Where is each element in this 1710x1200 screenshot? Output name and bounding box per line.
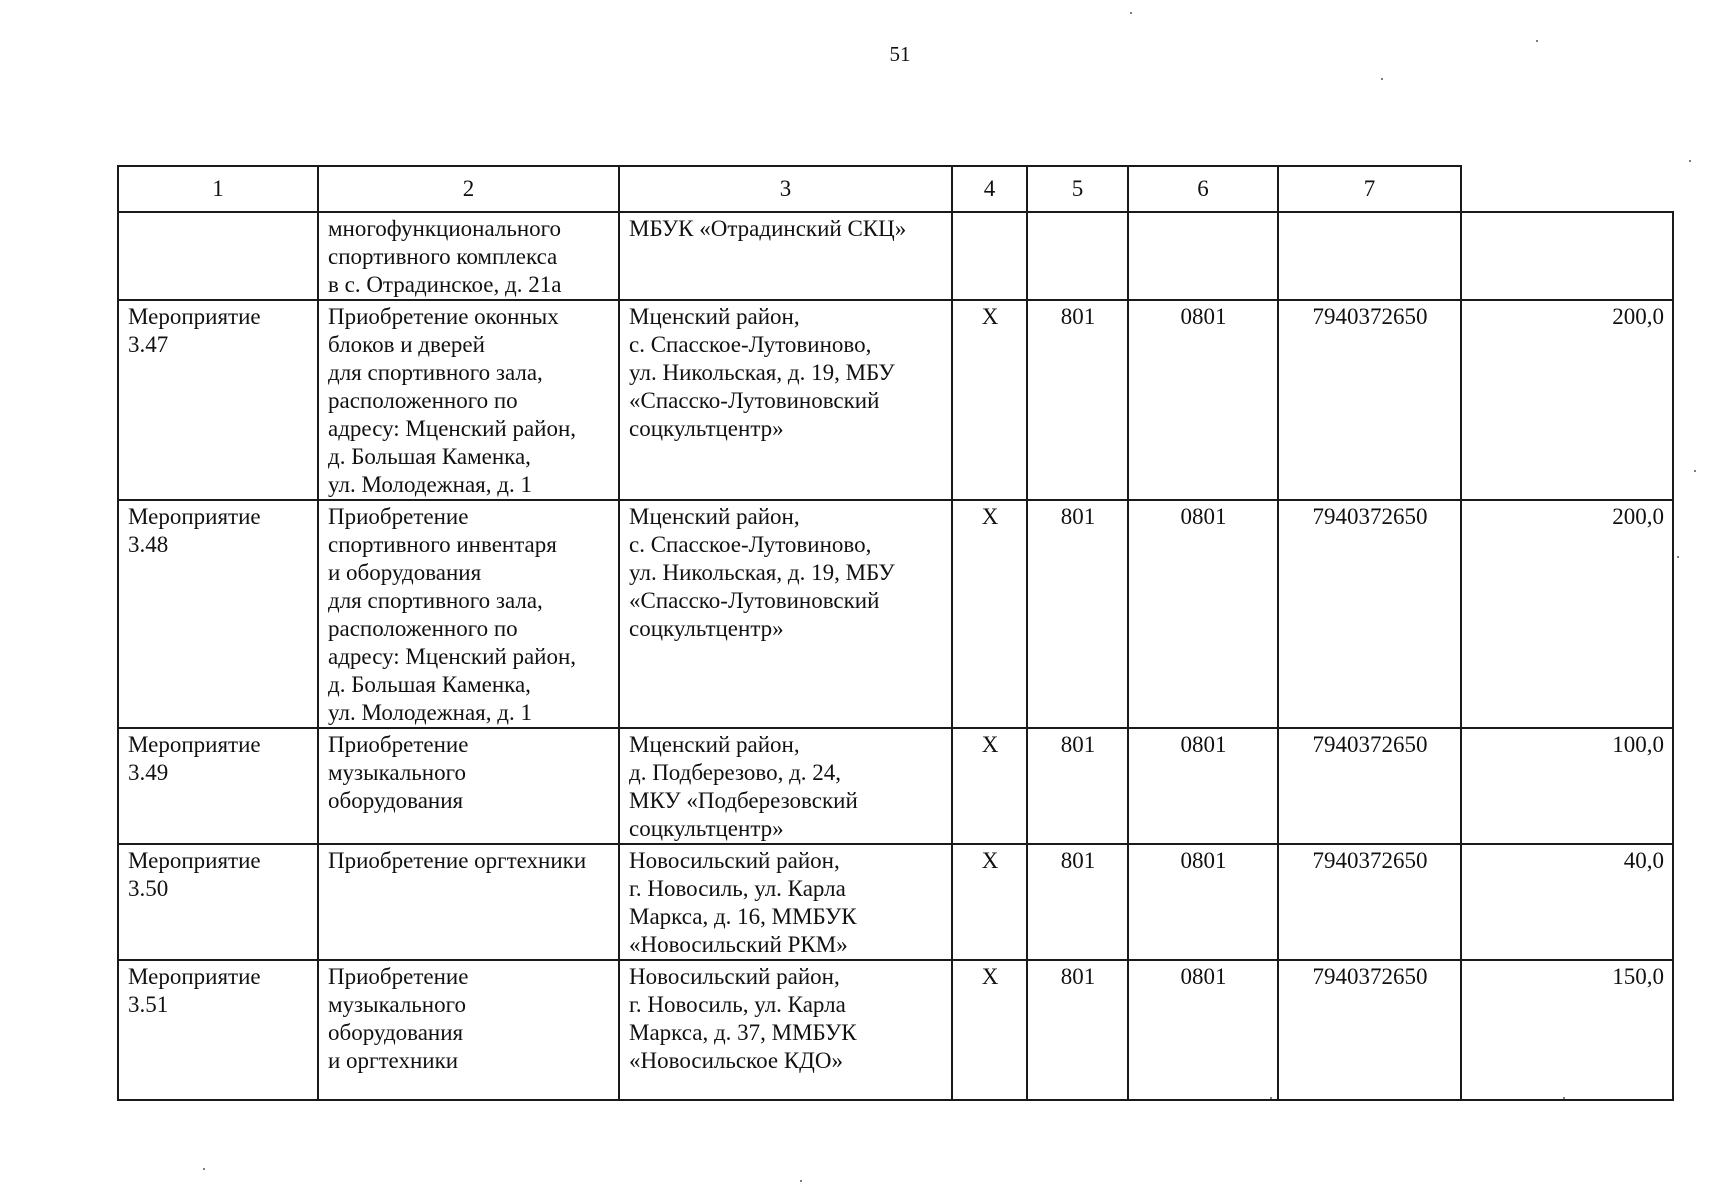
column-6-cell: 7940372650 <box>1278 300 1461 500</box>
description-line: оборудования <box>328 1020 464 1045</box>
table-row <box>118 300 1673 500</box>
executor-line: Мценский район, <box>629 504 800 529</box>
description-cell <box>318 500 619 728</box>
description-cell <box>318 844 619 960</box>
description-line: спортивного инвентаря <box>328 532 557 557</box>
description-line: Приобретение <box>328 964 469 989</box>
executor-line: соцкультцентр» <box>629 816 784 841</box>
executor-line: «Новосильское КДО» <box>629 1048 843 1073</box>
column-6-cell: 7940372650 <box>1278 960 1461 1100</box>
description-line: и оборудования <box>328 560 482 585</box>
description-line: Приобретение оконных <box>328 304 559 329</box>
measure-cell <box>118 212 318 300</box>
description-cell <box>318 960 619 1100</box>
column-3-cell: Х <box>952 844 1027 960</box>
column-header-4: 4 <box>952 166 1027 212</box>
description-line: расположенного по <box>328 388 518 413</box>
executor-line: Новосильский район, <box>629 964 840 989</box>
measure-cell <box>118 728 318 844</box>
description-line: Приобретение <box>328 504 469 529</box>
description-line: для спортивного зала, <box>328 588 543 613</box>
description-line: блоков и дверей <box>328 332 485 357</box>
executor-line: «Спасско-Лутовиновский <box>629 588 880 613</box>
scan-speck <box>1381 78 1383 80</box>
scan-speck <box>800 1180 802 1182</box>
column-5-cell: 0801 <box>1128 960 1278 1100</box>
executor-cell <box>619 212 952 300</box>
page-number: 51 <box>889 42 911 66</box>
executor-line: Мценский район, <box>629 732 800 757</box>
measure-line: 3.51 <box>128 992 169 1017</box>
measure-line: 3.47 <box>128 332 169 357</box>
column-4-cell: 801 <box>1027 844 1128 960</box>
column-3-cell: Х <box>952 300 1027 500</box>
description-line: Приобретение оргтехники <box>328 848 587 873</box>
measure-line: Мероприятие <box>128 964 261 989</box>
measure-line: 3.49 <box>128 760 169 785</box>
scan-speck <box>1130 12 1132 14</box>
column-header-5: 5 <box>1027 166 1128 212</box>
scan-speck <box>1270 1097 1272 1099</box>
executor-line: соцкультцентр» <box>629 616 784 641</box>
scan-speck <box>1563 1097 1565 1099</box>
description-cell <box>318 728 619 844</box>
measure-cell <box>118 960 318 1100</box>
description-cell <box>318 212 619 300</box>
amount-cell <box>1461 212 1673 300</box>
executor-cell <box>619 844 952 960</box>
column-header-6: 6 <box>1128 166 1278 212</box>
executor-line: Новосильский район, <box>629 848 840 873</box>
table-row <box>118 212 1673 300</box>
measure-cell <box>118 844 318 960</box>
description-line: Приобретение <box>328 732 469 757</box>
description-line: спортивного комплекса <box>328 244 558 269</box>
scan-speck <box>1694 470 1696 472</box>
executor-cell <box>619 728 952 844</box>
budget-measures-table <box>117 165 1674 1101</box>
table-row <box>118 844 1673 960</box>
executor-cell <box>619 500 952 728</box>
column-6-cell: 7940372650 <box>1278 500 1461 728</box>
column-header-3: 3 <box>619 166 952 212</box>
column-header-7: 7 <box>1278 166 1461 212</box>
table-header <box>118 166 1673 212</box>
executor-line: д. Подберезово, д. 24, <box>629 760 842 785</box>
scan-speck <box>1536 40 1538 42</box>
description-line: многофункционального <box>328 216 562 241</box>
description-line: расположенного по <box>328 616 518 641</box>
table-row <box>118 728 1673 844</box>
executor-line: Маркса, д. 16, ММБУК <box>629 904 857 929</box>
table-body <box>118 212 1673 1100</box>
column-6-cell: 7940372650 <box>1278 844 1461 960</box>
description-line: ул. Молодежная, д. 1 <box>328 472 532 497</box>
executor-line: ул. Никольская, д. 19, МБУ <box>629 560 895 585</box>
column-4-cell: 801 <box>1027 300 1128 500</box>
executor-line: МКУ «Подберезовский <box>629 788 858 813</box>
executor-line: с. Спасское-Лутовиново, <box>629 532 872 557</box>
executor-line: Мценский район, <box>629 304 800 329</box>
executor-line: МБУК «Отрадинский СКЦ» <box>629 216 907 241</box>
column-3-cell: Х <box>952 728 1027 844</box>
measure-line: Мероприятие <box>128 304 261 329</box>
executor-line: г. Новосиль, ул. Карла <box>629 876 846 901</box>
column-5-cell: 0801 <box>1128 500 1278 728</box>
table-row <box>118 500 1673 728</box>
scan-speck <box>203 1168 205 1170</box>
column-5-cell: 0801 <box>1128 728 1278 844</box>
description-line: музыкального <box>328 992 466 1017</box>
column-header-2: 2 <box>318 166 619 212</box>
scan-speck <box>1689 160 1691 162</box>
column-4-cell: 801 <box>1027 500 1128 728</box>
column-6-cell <box>1278 212 1461 300</box>
description-cell <box>318 300 619 500</box>
executor-line: «Спасско-Лутовиновский <box>629 388 880 413</box>
executor-line: г. Новосиль, ул. Карла <box>629 992 846 1017</box>
column-header-1: 1 <box>118 166 318 212</box>
column-4-cell <box>1027 212 1128 300</box>
description-line: д. Большая Каменка, <box>328 672 531 697</box>
executor-line: «Новосильский РКМ» <box>629 932 848 957</box>
executor-line: с. Спасское-Лутовиново, <box>629 332 872 357</box>
description-line: музыкального <box>328 760 466 785</box>
description-line: оборудования <box>328 788 464 813</box>
measure-line: Мероприятие <box>128 732 261 757</box>
executor-line: ул. Никольская, д. 19, МБУ <box>629 360 895 385</box>
column-4-cell: 801 <box>1027 728 1128 844</box>
executor-line: соцкультцентр» <box>629 416 784 441</box>
description-line: адресу: Мценский район, <box>328 644 577 669</box>
column-6-cell: 7940372650 <box>1278 728 1461 844</box>
amount-cell: 100,0 <box>1461 728 1673 844</box>
amount-cell: 150,0 <box>1461 960 1673 1100</box>
column-3-cell: Х <box>952 960 1027 1100</box>
measure-line: Мероприятие <box>128 504 261 529</box>
executor-cell <box>619 960 952 1100</box>
amount-cell: 200,0 <box>1461 300 1673 500</box>
column-5-cell: 0801 <box>1128 300 1278 500</box>
measure-line: 3.48 <box>128 532 169 557</box>
amount-cell: 200,0 <box>1461 500 1673 728</box>
executor-line: Маркса, д. 37, ММБУК <box>629 1020 857 1045</box>
measure-line: 3.50 <box>128 876 169 901</box>
amount-cell: 40,0 <box>1461 844 1673 960</box>
description-line: и оргтехники <box>328 1048 459 1073</box>
scan-speck <box>1677 556 1679 558</box>
table-row <box>118 960 1673 1100</box>
measure-cell <box>118 500 318 728</box>
column-5-cell: 0801 <box>1128 844 1278 960</box>
measure-line: Мероприятие <box>128 848 261 873</box>
column-5-cell <box>1128 212 1278 300</box>
description-line: адресу: Мценский район, <box>328 416 577 441</box>
description-line: в с. Отрадинское, д. 21а <box>328 272 562 297</box>
column-4-cell: 801 <box>1027 960 1128 1100</box>
description-line: д. Большая Каменка, <box>328 444 531 469</box>
column-3-cell <box>952 212 1027 300</box>
measure-cell <box>118 300 318 500</box>
description-line: для спортивного зала, <box>328 360 543 385</box>
column-3-cell: Х <box>952 500 1027 728</box>
header-row <box>118 166 1673 212</box>
description-line: ул. Молодежная, д. 1 <box>328 700 532 725</box>
executor-cell <box>619 300 952 500</box>
